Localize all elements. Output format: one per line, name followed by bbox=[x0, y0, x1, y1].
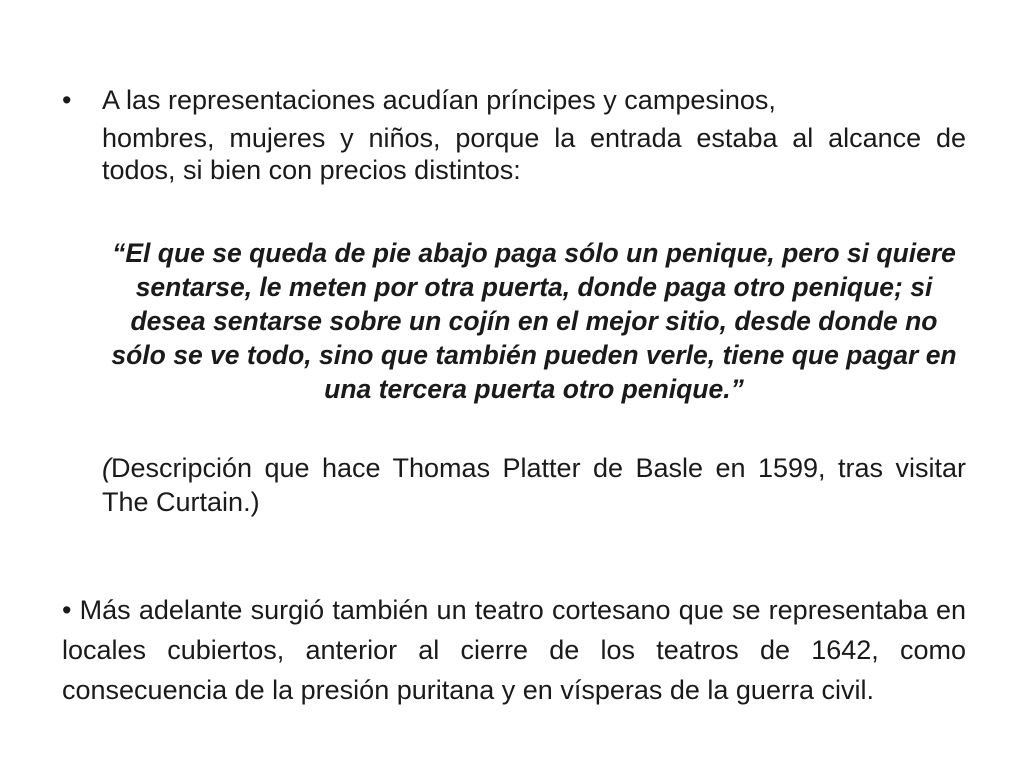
platter-quote: “El que se queda de pie abajo paga sólo un penique, pero si quiere sentarse, le meten por otra puerta, donde paga otro penique; si desea sentarse sobre un cojín en el mejor sitio, desde donde no sólo se ve todo, sino que también pueden verle, tiene que pagar en una tercera puerta otro penique.” bbox=[111, 238, 957, 404]
bullet-1-first-text: A las representaciones acudían príncipes y campesinos, bbox=[102, 85, 776, 115]
source-open-paren: ( bbox=[102, 453, 111, 483]
bullet-1-first-line bbox=[62, 82, 966, 118]
bullet-marker: • bbox=[62, 85, 72, 115]
quote-source bbox=[102, 451, 966, 519]
bullet-point-2: • Más adelante surgió también un teatro cortesano que se representaba en locales cubiertos, anterior al cierre de los teatros de 1642, como consecuencia de la presión puritana y en vísperas de la guerra civil. bbox=[62, 595, 966, 705]
bullet-1-continuation: hombres, mujeres y niños, porque la entrada estaba al alcance de todos, si bien con precios distintos: bbox=[102, 123, 966, 185]
source-text: Descripción que hace Thomas Platter de Basle en 1599, tras visitar The Curtain.) bbox=[102, 453, 966, 517]
bullet-point-1 bbox=[62, 82, 966, 186]
